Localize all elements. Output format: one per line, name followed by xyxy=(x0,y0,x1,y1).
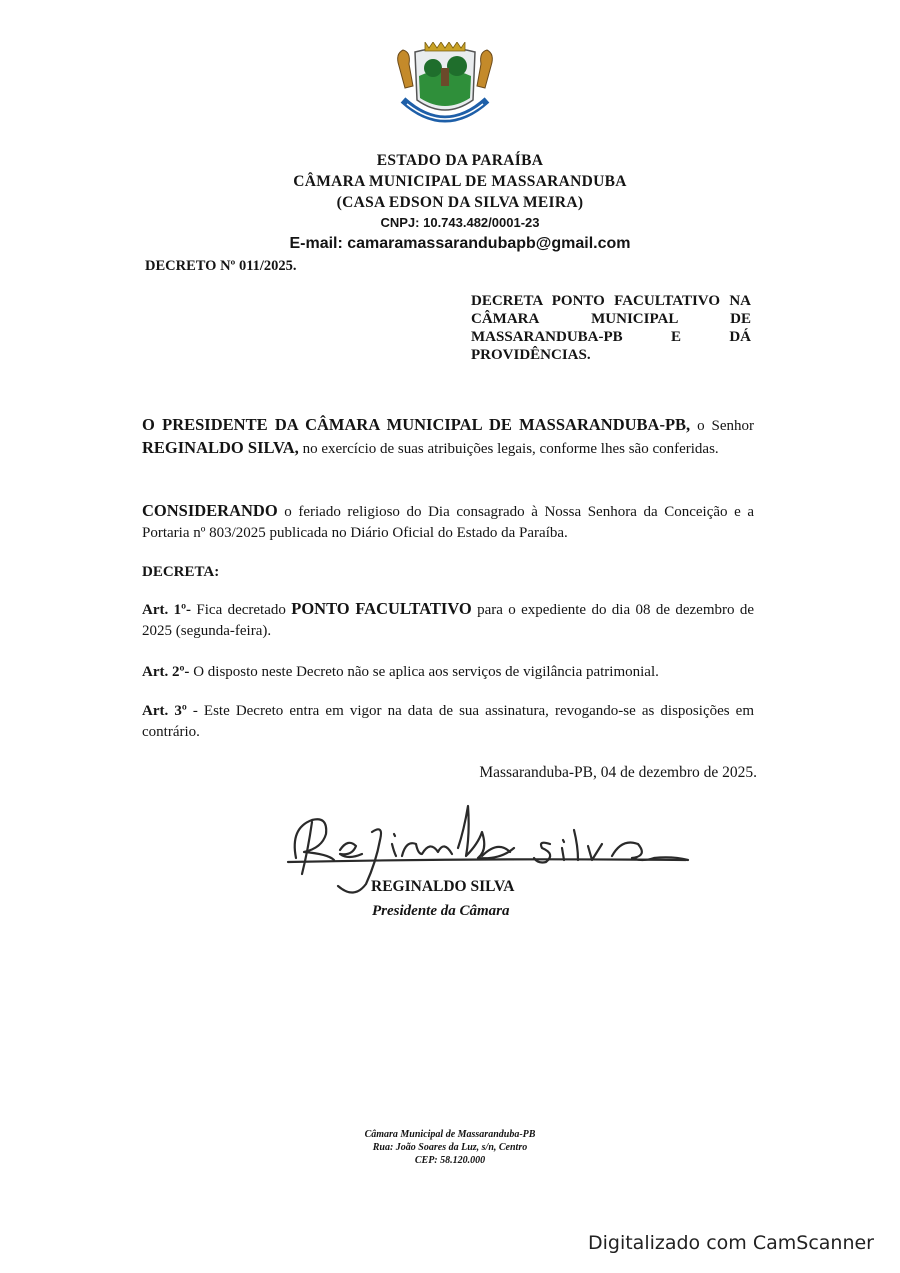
chamber-name: CÂMARA MUNICIPAL DE MASSARANDUBA xyxy=(293,173,627,190)
preamble-text-1: o Senhor xyxy=(690,418,754,434)
municipal-coat-of-arms-icon xyxy=(385,42,505,137)
considerando-lead: CONSIDERANDO xyxy=(142,501,278,520)
president-name: REGINALDO SILVA, xyxy=(142,438,299,457)
preamble-paragraph xyxy=(142,414,754,460)
article-1-label: Art. 1º- xyxy=(142,602,192,618)
article-2 xyxy=(142,662,754,683)
preamble-text-2: no exercício de suas atribuições legais, conforme lhes são conferidas. xyxy=(298,441,719,457)
article-3-text: - Este Decreto entra em vigor na data de sua assinatura, revogando-se as disposições em contrário. xyxy=(142,703,754,740)
considerando-paragraph xyxy=(142,500,754,544)
decreta-heading: DECRETA: xyxy=(142,564,220,580)
article-3-label: Art. 3º xyxy=(142,703,187,719)
article-1 xyxy=(142,598,754,642)
footer-line-3: CEP: 58.120.000 xyxy=(414,1155,486,1166)
state-name: ESTADO DA PARAÍBA xyxy=(376,152,544,169)
decree-summary: DECRETA PONTO FACULTATIVO NA CÂMARA MUNICIPAL DE MASSARANDUBA-PB E DÁ PROVIDÊNCIAS. xyxy=(471,293,751,363)
footer-line-2: Rua: João Soares da Luz, s/n, Centro xyxy=(372,1142,528,1153)
footer-address xyxy=(300,1128,600,1167)
letterhead xyxy=(140,150,780,255)
signer-role: Presidente da Câmara xyxy=(372,903,510,919)
article-2-text: O disposto neste Decreto não se aplica aos serviços de vigilância patrimonial. xyxy=(189,664,659,680)
cnpj-number: CNPJ: 10.743.482/0001-23 xyxy=(380,215,540,230)
house-name: (CASA EDSON DA SILVA MEIRA) xyxy=(336,194,584,211)
camscanner-watermark: Digitalizado com CamScanner xyxy=(587,1232,874,1254)
article-1-post: para o expediente do dia 08 de dezembro de 2025 (segunda-feira). xyxy=(142,602,754,639)
signer-name: REGINALDO SILVA xyxy=(371,878,515,895)
preamble-lead: O PRESIDENTE DA CÂMARA MUNICIPAL DE MASSARANDUBA-PB, xyxy=(142,415,691,434)
email-address: E-mail: camaramassarandubapb@gmail.com xyxy=(289,235,631,252)
decree-number: DECRETO Nº 011/2025. xyxy=(145,258,297,274)
article-3 xyxy=(142,701,754,743)
considerando-text: o feriado religioso do Dia consagrado à Nossa Senhora da Conceição e a Portaria nº 803/2025 publicada no Diário Oficial do Estado da Paraíba. xyxy=(142,504,754,541)
article-2-label: Art. 2º- xyxy=(142,664,190,680)
date-line: Massaranduba-PB, 04 de dezembro de 2025. xyxy=(479,764,757,781)
article-1-pre: Fica decretado xyxy=(191,602,292,618)
article-1-highlight: PONTO FACULTATIVO xyxy=(291,599,472,618)
footer-line-1: Câmara Municipal de Massaranduba-PB xyxy=(364,1129,536,1140)
